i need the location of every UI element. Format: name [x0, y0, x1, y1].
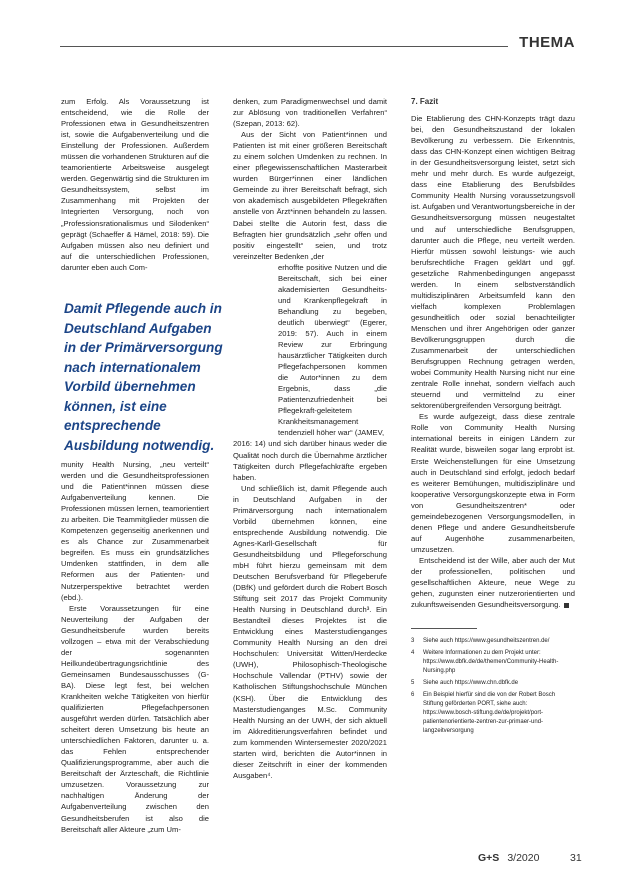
- footnote-number: 5: [411, 679, 415, 686]
- paragraph: denken, zum Paradigmenwechsel und damit zur Ablösung von traditionellen Verfahren“ (Szepan, 2013: 62).: [233, 97, 387, 129]
- paragraph: zum Erfolg. Als Voraussetzung ist entscheidend, wie die Rolle der Professionen etwa in Gesundheitszentren ist, sowie die Aufgabenverteilung und die Einstellung der Professionen. Außerdem müssen die vorhandenen Strukturen auf die teamorientierte Arbeitsweise ausgelegt werden. Gegenwärtig sind die Strukturen im Gesundheitssystem, selbst im Zusammenhang mit Projekten der Integrierten Versorgung, noch von „Professionsrationalismus und Silodenken“ geprägt (Schaeffer & Hämel, 2018: 59). Die Aufgaben müssen also neu definiert und auf die unterschiedlichen Professionen, darunter eben auch Com-: [61, 97, 209, 272]
- column-1-bottom: [61, 459, 209, 835]
- section-heading: 7. Fazit: [411, 97, 439, 106]
- section-title: THEMA: [519, 34, 575, 51]
- indented-quote-text: [278, 262, 387, 439]
- column-1-top: [61, 96, 209, 273]
- footnote-number: 6: [411, 691, 415, 698]
- pull-quote: Damit Pflegende auch in Deutschland Aufgaben in der Primärversorgung nach internationalem Vorbild übernehmen können, ist eine entsprechende Ausbildung notwendig.: [64, 301, 223, 453]
- journal-brand: G+S: [478, 852, 500, 864]
- paragraph: [411, 555, 575, 610]
- footnote-text: Weitere Informationen zu dem Projekt unter: https://www.dbfk.de/de/themen/Community-Health-Nursing.php: [423, 649, 559, 674]
- footnote: [411, 637, 575, 646]
- footnote: [411, 649, 575, 676]
- paragraph: Es wurde aufgezeigt, dass diese zentrale Rolle von Community Health Nursing international bereits in einigen Ländern zur Realität wurde, bisweilen sogar lang erprobt ist. Erste Weichenstellungen für eine Umsetzung auch in Deutschland sind erfolgt, jedoch bedarf es weiterer Bemühungen, multidisziplinäre und kooperative Versorgungskonzepte etwa in Form von Gesundheitszentren* oder gemeindebezogenen Versorgungsmodellen, in denen Pflege und andere Gesundheitsberufe auf Augenhöhe zusammenarbeiten, umzusetzen.: [411, 412, 575, 554]
- paragraph: Erste Voraussetzungen für eine Neuverteilung der Aufgaben der Gesundheitsberufe wurden bereits vollzogen – etwa mit der Verabschiedung der sogenannten Heilkundeübertragungsrichtlinie des Gemeinsamen Bundesausschusses (G-BA). Diese legt fest, bei welchen Krankheiten welche Tätigkeiten von hierfür qualifizierten Pflegefachpersonen ausgeführt werden dürfen. Tatsächlich aber scheitert deren Umsetzung bis heute an unterschiedlichen Faktoren, darunter u. a. das Fehlen entsprechender Qualifizierungsprogramme, aber auch die Bereitschaft der Ärzteschaft, die Richtlinie umzusetzen. Voraussetzung zur nachhaltigen Änderung der Aufgabenverteilung zwischen den Gesundheitsberufen ist also die Bereitschaft aller Akteure „zum Um-: [61, 603, 209, 834]
- header-rule: [60, 46, 508, 47]
- issue-number: 3/2020: [507, 852, 540, 864]
- paragraph: erhoffte positive Nutzen und die Bereitschaft, sich bei einer akademisierten Gesundheits- und Krankenpflegekraft in Behandlung zu begeben, deutlich überwiegt“ (Egerer, 2019: 57). Auch in einem Review zur Erbringung hausärztlicher Tätigkeiten durch Pflegefachpersonen kommen die Autor*innen zu dem Ergebnis, dass „die Patientenzufriedenheit bei Pflegekraft-geleitetem Krankheitsmanagement tendenziell höher war“ (JAMEV,: [278, 262, 387, 438]
- footnote: [411, 679, 575, 688]
- footnote-number: 3: [411, 637, 415, 644]
- page-number: 31: [570, 852, 582, 864]
- end-square-icon: [564, 603, 569, 608]
- footnote-rule: [411, 628, 477, 629]
- footnote-number: 4: [411, 649, 415, 656]
- footnote: [411, 691, 575, 736]
- footnote-text: Siehe auch https://www.gesundheitszentren.de/: [423, 637, 550, 644]
- paragraph: Aus der Sicht von Patient*innen und Patienten ist mit einer größeren Bereitschaft zu einem solchen Umdenken zu rechnen. In einer pflegewissenschaftlichen Masterarbeit wurden Bürger*innen einer ländlichen Gemeinde zu ihrer Bereitschaft befragt, sich von akademisch ausgebildeten Pflegekräften anstelle von Ärzt*innen behandeln zu lassen. Dabei stellte die Autorin fest, dass die Befragten hier grundsätzlich „sehr offen und positiv eingestellt“ seien, und trotz vereinzelter Bedenken „der: [233, 130, 387, 261]
- footnote-text: Ein Beispiel hierfür sind die von der Robert Bosch Stiftung geförderten PORT, siehe auch: https://www.bosch-stiftung.de/de/projekt/port-patientenorientierte-zentren-zur-primaer-und-langzeitversorgung: [423, 691, 556, 734]
- paragraph-text: Entscheidend ist der Wille, aber auch der Mut der professionellen, politischen und gesellschaftlichen Akteure, neue Wege zu gehen, zugunsten einer nutzerorientierten und zukunftsweisenden Gesundheitsversorgung.: [411, 555, 575, 610]
- paragraph: Und schließlich ist, damit Pflegende auch in Deutschland Aufgaben in der Primärversorgung nach internationalem Vorbild übernehmen können, eine entsprechende Ausbildung notwendig. Die Agnes-Karll-Gesellschaft für Gesundheitsbildung und Pflegeforschung mbH führt hierzu gemeinsam mit dem Deutschen Berufsverband für Pflegeberufe (DBfK) und gefördert durch die Robert Bosch Stiftung seit 2017 das Projekt Community Health Nursing in Deutschland durch³. Ein Bestandteil dieses Projektes ist die Entwicklung eines Masterstudienganges Community Health Nursing an den drei Hochschulen: Universität Witten/Herdecke (UWH), Philosophisch-Theologische Hochschule Vallendar (PTHV) sowie der Katholischen Stiftungshochschule München (KSH). Über die Entwicklung des Masterstudienganges M.Sc. Community Health Nursing an der UWH, der sich aktuell im Akkreditierungsverfahren befindet und zum kommenden Wintersemester 2020/2021 starten wird, berichten die Autor*innen in dieser Zeitschrift in einer der kommenden Ausgaben⁴.: [233, 483, 387, 780]
- paragraph: 2016: 14) und sich darüber hinaus weder die Qualität noch durch die Übernahme ärztlicher Tätigkeiten durch Pflegefachkräfte ergeben haben.: [233, 439, 387, 482]
- paragraph: munity Health Nursing, „neu verteilt“ werden und die Gesundheitsprofessionen und die Patient*innen müssen diese Aufgabenverteilung kennen. Die Professionen müssen lernen, teamorientiert zu arbeiten. Die Teammitglieder müssen die Kompetenzen gegenseitig anerkennen und es als Chance zur Zusammenarbeit begreifen. Es muss ein grundsätzliches Umdenken stattfinden, in dem alle Reformen aus der Patienten- und Nutzerperspektive betrachtet werden (ebd.).: [61, 460, 209, 602]
- column-2: [233, 96, 387, 781]
- page-footer: [478, 852, 582, 864]
- footnote-text: Siehe auch https://www.chn.dbfk.de: [423, 679, 519, 686]
- paragraph: Die Etablierung des CHN-Konzepts trägt dazu bei, den Gesundheitszustand der lokalen Bevölkerung zu verbessern. Die Erkenntnis, dass das CHN-Konzept einen wichtigen Beitrag in der Gesundheitsversorgung leistet, setzt sich mehr und mehr durch. Es wurde aufgezeigt, dass eine Etablierung des Berufsbildes Community Health Nursing voraussetzungsvoll ist. Aufgaben und Verantwortungsbereiche in der Gesundheitsversorgung müssen neugestaltet und auf unterschiedliche Berufsgruppen, darunter auch die Pflege, neu verteilt werden. Hierfür müssen sowohl leistungs- wie auch berufsrechtliche Fragen geklärt und ggf. gesetzliche Rahmenbedingungen angepasst werden. In einem selbstverständlich multidisziplinären Arbeitsumfeld kann den vielfach komplexen Problemlagen gesundheitlich oder sozial benachteiligter Menschen und ihrer Angehörigen oder ganzer Bevölkerungsgruppen durch die Zusammenarbeit der unterschiedlichen Berufsgruppen Rechnung getragen werden, wobei Community Health Nursing nicht nur eine zentrale Rolle innehat, sondern vielfach auch steuernd und vermittelnd zu einer sektorenübergreifenden Versorgung beiträgt.: [411, 114, 575, 411]
- column-3: [411, 96, 575, 739]
